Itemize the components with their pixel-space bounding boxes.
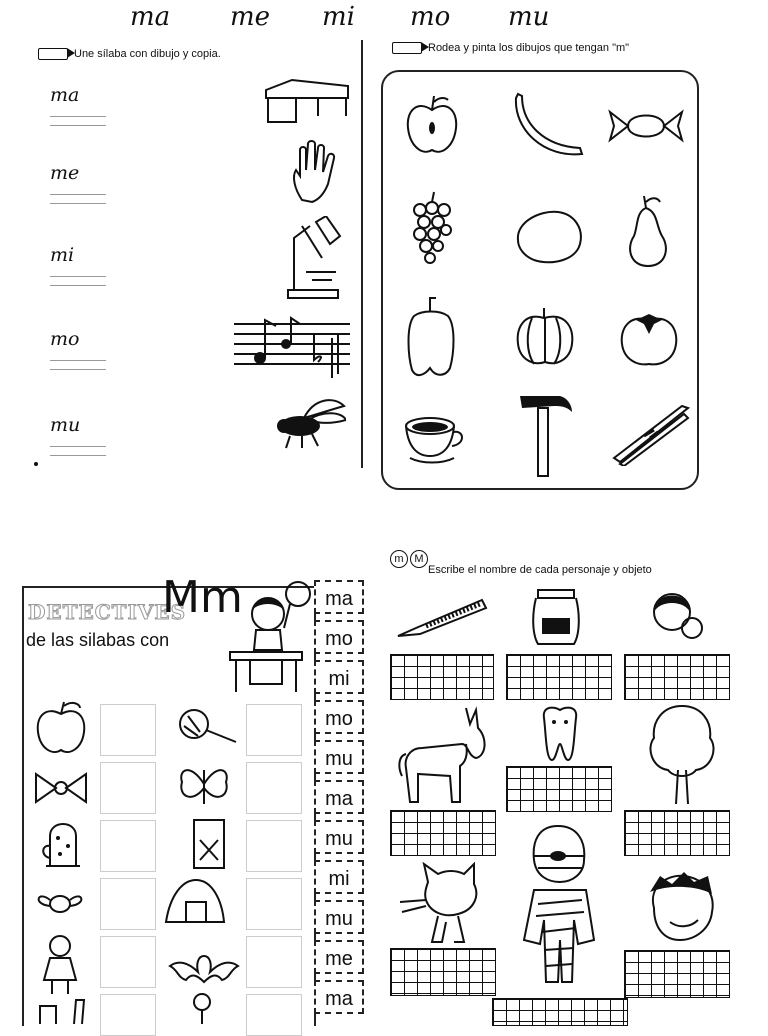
name-grid[interactable] xyxy=(506,654,612,700)
name-grid[interactable] xyxy=(492,998,628,1026)
grapes-icon[interactable] xyxy=(410,190,456,270)
name-grid[interactable] xyxy=(624,950,730,998)
skis-icon[interactable] xyxy=(612,402,690,466)
name-grid[interactable] xyxy=(624,810,730,856)
header-syllable-ma: ma xyxy=(130,2,171,32)
tree-icon[interactable] xyxy=(644,702,720,806)
syllable-box[interactable]: mi xyxy=(314,860,364,894)
answer-box[interactable] xyxy=(100,878,156,930)
mummy-icon[interactable] xyxy=(508,820,612,986)
mitten-icon[interactable] xyxy=(36,816,86,872)
answer-box[interactable] xyxy=(100,820,156,872)
syllable-row-mu xyxy=(50,414,106,456)
answer-box[interactable] xyxy=(246,762,302,814)
tomato-icon[interactable] xyxy=(618,306,680,368)
object-icon xyxy=(36,996,96,1024)
menu-card-icon[interactable] xyxy=(190,816,230,872)
big-letter-mm: Mm xyxy=(162,572,243,623)
answer-box[interactable] xyxy=(246,994,302,1036)
writing-line[interactable] xyxy=(50,276,106,277)
syllable-row-mo xyxy=(50,328,106,370)
answer-box[interactable] xyxy=(100,936,156,988)
fly-icon[interactable] xyxy=(32,882,88,922)
header-syllable-mu: mu xyxy=(508,2,550,32)
syllable-box[interactable]: ma xyxy=(314,980,364,1014)
syllable-label: mo xyxy=(50,328,80,350)
syllable-label: ma xyxy=(50,84,80,106)
banana-icon[interactable] xyxy=(510,90,586,158)
apple-icon[interactable] xyxy=(406,92,458,158)
hammer-icon[interactable] xyxy=(518,394,574,480)
left-instruction xyxy=(38,48,221,60)
syllable-box[interactable]: mo xyxy=(314,620,364,654)
bow-tie-icon[interactable] xyxy=(32,770,90,806)
mine-cave-icon[interactable] xyxy=(162,876,228,926)
pumpkin-icon[interactable] xyxy=(514,306,576,368)
syllable-label: mu xyxy=(50,414,81,436)
syllable-box[interactable]: me xyxy=(314,940,364,974)
badge-letter-m: m xyxy=(390,550,408,568)
desk-icon[interactable] xyxy=(262,76,352,126)
honey-jar-icon[interactable] xyxy=(530,584,582,648)
syllable-box[interactable]: mu xyxy=(314,740,364,774)
name-grid[interactable] xyxy=(390,948,496,996)
cat-icon[interactable] xyxy=(398,862,490,946)
doll-icon[interactable] xyxy=(38,932,84,996)
apple-icon[interactable] xyxy=(34,700,88,756)
syllable-row-mi xyxy=(50,244,106,286)
syllable-box[interactable]: mo xyxy=(314,700,364,734)
syllable-row-me xyxy=(50,162,106,204)
syllable-box[interactable]: mi xyxy=(314,660,364,694)
writing-line[interactable] xyxy=(50,194,106,195)
syllable-label: mi xyxy=(50,244,75,266)
pencil-icon xyxy=(392,42,422,54)
hand-icon[interactable] xyxy=(288,140,348,206)
answer-box[interactable] xyxy=(246,820,302,872)
microscope-icon[interactable] xyxy=(282,216,342,302)
dot-mark xyxy=(34,462,38,466)
butterfly-icon[interactable] xyxy=(176,760,234,810)
m-badge xyxy=(390,550,428,568)
answer-box[interactable] xyxy=(246,936,302,988)
detectives-subtitle: de las silabas con xyxy=(26,630,170,650)
pear-icon[interactable] xyxy=(624,194,672,270)
right-instruction xyxy=(392,42,629,54)
donkey-icon[interactable] xyxy=(396,704,492,808)
microphone-icon xyxy=(186,992,220,1024)
writing-line[interactable] xyxy=(50,360,106,361)
detectives-title: DETECTIVES xyxy=(28,600,187,624)
writing-line[interactable] xyxy=(50,116,106,117)
fly-icon[interactable] xyxy=(274,396,346,450)
syllable-box[interactable]: ma xyxy=(314,780,364,814)
syllable-label: me xyxy=(50,162,80,184)
answer-box[interactable] xyxy=(100,704,156,756)
lemon-icon[interactable] xyxy=(512,206,586,266)
name-grid[interactable] xyxy=(390,810,496,856)
bat-icon[interactable] xyxy=(168,942,240,986)
name-grid[interactable] xyxy=(624,654,730,700)
header-syllable-me: me xyxy=(230,2,271,32)
syllable-box[interactable]: mu xyxy=(314,820,364,854)
candy-icon[interactable] xyxy=(606,106,686,146)
pepper-icon[interactable] xyxy=(404,296,458,380)
badge-letter-M: M xyxy=(410,550,428,568)
writing-line[interactable] xyxy=(50,203,106,204)
syllable-row-ma xyxy=(50,84,106,126)
pencil-icon xyxy=(38,48,68,60)
tooth-icon[interactable] xyxy=(540,704,580,764)
syllable-box[interactable]: ma xyxy=(314,580,364,614)
detective-girl-icon xyxy=(226,580,316,696)
names-instruction: Escribe el nombre de cada personaje y objeto xyxy=(428,564,652,576)
rattle-icon[interactable] xyxy=(178,706,240,746)
syllable-box[interactable]: mu xyxy=(314,900,364,934)
right-instruction-text: Rodea y pinta los dibujos que tengan "m" xyxy=(428,42,630,54)
syllable-column xyxy=(314,580,364,1020)
header-syllable-mo: mo xyxy=(410,2,451,32)
writing-line[interactable] xyxy=(50,455,106,456)
name-grid[interactable] xyxy=(390,654,494,700)
answer-box[interactable] xyxy=(100,994,156,1036)
answer-box[interactable] xyxy=(246,704,302,756)
answer-box[interactable] xyxy=(100,762,156,814)
writing-line[interactable] xyxy=(50,446,106,447)
answer-box[interactable] xyxy=(246,878,302,930)
coffee-cup-icon[interactable] xyxy=(402,414,466,464)
woman-face-icon[interactable] xyxy=(646,586,706,648)
nail-file-icon[interactable] xyxy=(396,596,488,640)
music-notes-icon[interactable] xyxy=(234,314,350,382)
header-syllable-mi: mi xyxy=(322,2,355,32)
name-grid[interactable] xyxy=(506,766,612,812)
left-instruction-text: Une sílaba con dibujo y copia. xyxy=(74,48,221,60)
writing-line[interactable] xyxy=(50,369,106,370)
writing-line[interactable] xyxy=(50,285,106,286)
vertical-divider xyxy=(361,40,363,468)
boy-face-icon[interactable] xyxy=(640,872,720,944)
writing-line[interactable] xyxy=(50,125,106,126)
